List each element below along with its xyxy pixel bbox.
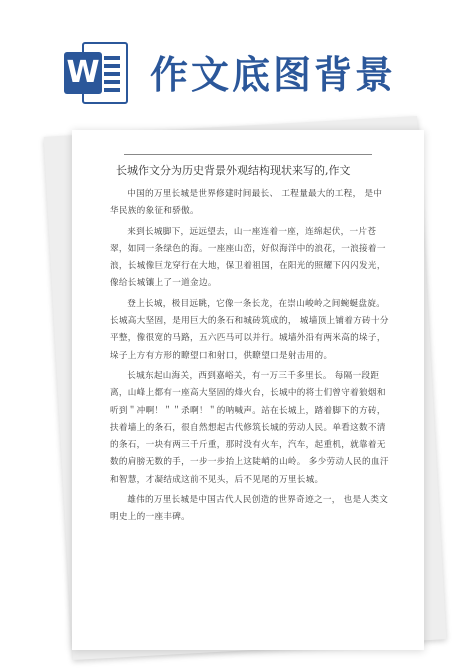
doc-line [104, 64, 120, 68]
document-page [72, 130, 424, 650]
paragraph: 雄伟的万里长城是中国古代人民创造的世界奇迹之一， 也是人类文明史上的一座丰碑。 [110, 495, 389, 523]
title-rule-line [124, 154, 372, 155]
doc-line [104, 88, 120, 92]
doc-line [104, 80, 120, 84]
document-body [110, 186, 390, 530]
paragraph: 中国的万里长城是世界修建时间最长、 工程量最大的工程， 是中华民族的象征和骄傲。 [110, 189, 383, 217]
doc-line [104, 56, 120, 60]
word-logo-icon [64, 40, 132, 108]
paragraph: 登上长城，极目远眺，它像一条长龙，在崇山峻岭之间蜿蜒盘旋。长城高大坚固，是用巨大的条石和城砖筑成的， 城墙顶上铺着方砖十分平整，像很宽的马路，五六匹马可以并行。城墙外沿有两米高的垛子，垛子上方有方形的瞭望口和射口，供瞭望口是射击用的。 [110, 298, 389, 361]
document-title: 长城作文分为历史背景外观结构现状来写的,作文 [116, 164, 351, 177]
word-w-badge: W [64, 52, 102, 94]
banner-title: 作文底图背景 [150, 53, 397, 97]
paragraph: 长城东起山海关，西到嘉峪关，有一万三千多里长。 每隔一段距离，山峰上都有一座高大坚固的烽火台，长城中的将士们曾守着狼烟和听到＂冲啊！＂＂杀啊！＂的呐喊声。站在长城上，踏着脚下的方砖，扶着墙上的条石，很自然想起古代修筑长城的劳动人民。单看这数不清的条石，一块有两三千斤重，那时没有火车，汽车，起重机，就靠着无数的肩膀无数的手，一步一步抬上这陡峭的山岭。 多少劳动人民的血汗和智慧，才凝结成这前不见头，后不见尾的万里长城。 [110, 370, 389, 485]
doc-line [104, 72, 120, 76]
banner-header [0, 0, 474, 110]
paragraph: 来到长城脚下，远远望去，山一座连着一座，连绵起伏，一片苍翠，如同一条绿色的海。一座座山峦，好似海洋中的浪花，一浪接着一浪，长城像巨龙穿行在大地，保卫着祖国，在阳光的照耀下闪闪发光，像给长城镶上了一道金边。 [110, 226, 386, 289]
